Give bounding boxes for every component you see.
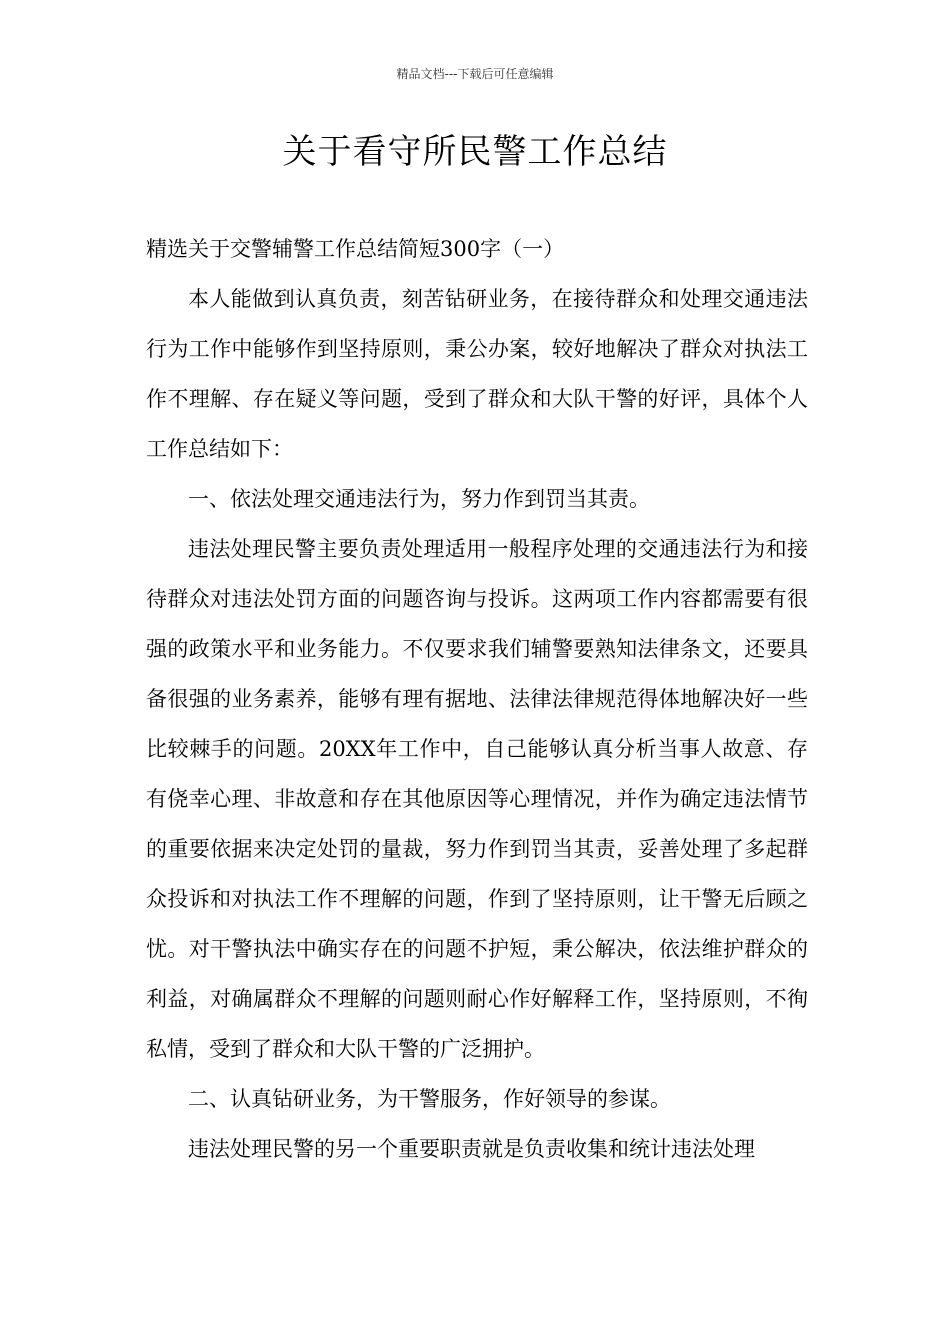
section-subtitle: 精选关于交警辅警工作总结简短300字（一） xyxy=(146,237,565,261)
paragraph-section-2: 违法处理民警的另一个重要职责就是负责收集和统计违法处理 xyxy=(188,1137,755,1161)
section-heading-1: 一、依法处理交通违法行为，努力作到罚当其责。 xyxy=(188,487,650,511)
document-body xyxy=(146,224,808,1174)
paragraph-intro: 本人能做到认真负责，刻苦钻研业务，在接待群众和处理交通违法行为工作中能够作到坚持原则，秉公办案，较好地解决了群众对执法工作不理解、存在疑义等问题，受到了群众和大队干警的好评，具体个人工作总结如下： xyxy=(146,287,808,461)
paragraph-section-1: 违法处理民警主要负责处理适用一般程序处理的交通违法行为和接待群众对违法处罚方面的问题咨询与投诉。这两项工作内容都需要有很强的政策水平和业务能力。不仅要求我们辅警要熟知法律条文，还要具备很强的业务素养，能够有理有据地、法律法律规范得体地解决好一些比较棘手的问题。20XX年工作中，自己能够认真分析当事人故意、存有侥幸心理、非故意和存在其他原因等心理情况，并作为确定违法情节的重要依据来决定处罚的量裁，努力作到罚当其责，妥善处理了多起群众投诉和对执法工作不理解的问题，作到了坚持原则，让干警无后顾之忧。对干警执法中确实存在的问题不护短，秉公解决，依法维护群众的利益，对确属群众不理解的问题则耐心作好解释工作，坚持原则，不徇私情，受到了群众和大队干警的广泛拥护。 xyxy=(146,537,808,1061)
section-heading-2: 二、认真钻研业务，为干警服务，作好领导的参谋。 xyxy=(188,1087,671,1111)
header-note: 精品文档---下载后可任意编辑 xyxy=(396,67,554,81)
page-title: 关于看守所民警工作总结 xyxy=(282,132,668,172)
